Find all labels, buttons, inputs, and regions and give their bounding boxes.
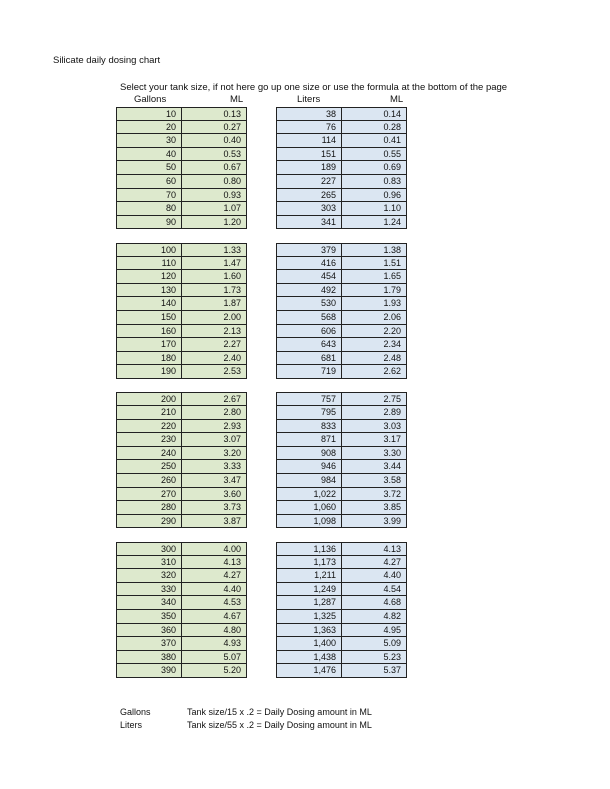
liters-size-cell: 227 xyxy=(277,175,342,188)
table-row xyxy=(276,216,407,230)
table-row xyxy=(116,420,247,434)
gallons-ml-cell: 3.07 xyxy=(223,434,241,445)
gallons-ml-cell: 3.73 xyxy=(223,502,241,513)
liters-size-cell: 416 xyxy=(277,257,342,270)
gallons-size-cell: 70 xyxy=(117,189,182,202)
table-row xyxy=(116,610,247,624)
table-row xyxy=(116,189,247,203)
liters-size-cell: 454 xyxy=(277,270,342,283)
liters-ml-cell: 4.13 xyxy=(383,544,401,554)
gallons-ml-cell: 2.27 xyxy=(223,339,241,350)
header-gallons: Gallons xyxy=(134,94,167,105)
table-row xyxy=(276,569,407,583)
table-row xyxy=(276,243,407,257)
liters-ml-cell: 3.72 xyxy=(383,488,401,499)
table-row xyxy=(276,392,407,406)
liters-ml-cell: 0.14 xyxy=(383,109,401,119)
table-row xyxy=(276,365,407,379)
gallons-ml-cell: 0.80 xyxy=(223,175,241,186)
liters-size-cell: 303 xyxy=(277,202,342,215)
gallons-ml-cell: 3.47 xyxy=(223,475,241,486)
gallons-size-cell: 390 xyxy=(117,664,182,677)
table-row xyxy=(116,175,247,189)
table-row xyxy=(116,148,247,162)
gallons-ml-cell: 3.20 xyxy=(223,447,241,458)
liters-size-cell: 38 xyxy=(277,108,342,120)
table-row xyxy=(276,610,407,624)
table-row xyxy=(116,474,247,488)
table-row xyxy=(276,311,407,325)
table-row xyxy=(276,121,407,135)
table-row xyxy=(116,257,247,271)
gallons-size-cell: 340 xyxy=(117,596,182,609)
liters-ml-cell: 5.23 xyxy=(383,651,401,662)
gallons-ml-cell: 0.13 xyxy=(223,109,241,119)
liters-size-cell: 1,136 xyxy=(277,543,342,555)
liters-ml-cell: 0.55 xyxy=(383,148,401,159)
liters-size-cell: 1,287 xyxy=(277,596,342,609)
table-row xyxy=(276,406,407,420)
liters-size-cell: 1,098 xyxy=(277,515,342,528)
gallons-ml-cell: 4.80 xyxy=(223,624,241,635)
table-row xyxy=(276,624,407,638)
table-row xyxy=(116,107,247,121)
gallons-size-cell: 270 xyxy=(117,488,182,501)
formula-gallons: Tank size/15 x .2 = Daily Dosing amount in ML xyxy=(187,707,372,717)
liters-ml-cell: 0.96 xyxy=(383,189,401,200)
liters-ml-cell: 3.30 xyxy=(383,447,401,458)
gallons-ml-cell: 2.53 xyxy=(223,366,241,377)
gallons-ml-cell: 1.47 xyxy=(223,257,241,268)
liters-ml-cell: 3.85 xyxy=(383,502,401,513)
gallons-ml-cell: 2.93 xyxy=(223,420,241,431)
liters-table xyxy=(276,107,407,678)
liters-ml-cell: 3.03 xyxy=(383,420,401,431)
table-row xyxy=(116,488,247,502)
gallons-group xyxy=(116,542,247,678)
gallons-ml-cell: 3.33 xyxy=(223,461,241,472)
table-row xyxy=(116,583,247,597)
gallons-size-cell: 280 xyxy=(117,501,182,514)
liters-group xyxy=(276,392,407,528)
gallons-group xyxy=(116,107,247,229)
liters-ml-cell: 3.44 xyxy=(383,461,401,472)
liters-ml-cell: 2.48 xyxy=(383,352,401,363)
gallons-size-cell: 220 xyxy=(117,420,182,433)
liters-size-cell: 341 xyxy=(277,216,342,229)
table-row xyxy=(276,596,407,610)
table-row xyxy=(116,325,247,339)
gallons-size-cell: 250 xyxy=(117,460,182,473)
liters-size-cell: 530 xyxy=(277,297,342,310)
table-row xyxy=(116,406,247,420)
gallons-ml-cell: 5.07 xyxy=(223,651,241,662)
gallons-ml-cell: 4.53 xyxy=(223,597,241,608)
gallons-ml-cell: 2.40 xyxy=(223,352,241,363)
liters-size-cell: 1,438 xyxy=(277,651,342,664)
gallons-ml-cell: 2.13 xyxy=(223,325,241,336)
gallons-size-cell: 300 xyxy=(117,543,182,555)
liters-ml-cell: 2.06 xyxy=(383,311,401,322)
table-row xyxy=(276,637,407,651)
liters-ml-cell: 1.51 xyxy=(383,257,401,268)
gallons-ml-cell: 4.27 xyxy=(223,570,241,581)
gallons-size-cell: 260 xyxy=(117,474,182,487)
table-row xyxy=(116,515,247,529)
liters-ml-cell: 1.79 xyxy=(383,284,401,295)
liters-size-cell: 265 xyxy=(277,189,342,202)
table-row xyxy=(276,474,407,488)
table-row xyxy=(116,216,247,230)
table-row xyxy=(116,664,247,678)
liters-group xyxy=(276,243,407,379)
table-row xyxy=(116,284,247,298)
gallons-group xyxy=(116,243,247,379)
gallons-ml-cell: 1.87 xyxy=(223,298,241,309)
liters-ml-cell: 1.93 xyxy=(383,298,401,309)
liters-ml-cell: 2.62 xyxy=(383,366,401,377)
table-row xyxy=(116,134,247,148)
table-row xyxy=(276,447,407,461)
liters-ml-cell: 4.95 xyxy=(383,624,401,635)
gallons-size-cell: 140 xyxy=(117,297,182,310)
gallons-size-cell: 160 xyxy=(117,325,182,338)
header-liters: Liters xyxy=(297,94,321,105)
table-row xyxy=(116,352,247,366)
gallons-size-cell: 90 xyxy=(117,216,182,229)
gallons-ml-cell: 1.07 xyxy=(223,203,241,214)
gallons-size-cell: 230 xyxy=(117,433,182,446)
table-row xyxy=(116,637,247,651)
gallons-size-cell: 130 xyxy=(117,284,182,297)
liters-size-cell: 908 xyxy=(277,447,342,460)
gallons-ml-cell: 0.93 xyxy=(223,189,241,200)
table-row xyxy=(116,651,247,665)
table-row xyxy=(276,148,407,162)
liters-ml-cell: 4.54 xyxy=(383,583,401,594)
gallons-size-cell: 100 xyxy=(117,244,182,256)
liters-size-cell: 1,400 xyxy=(277,637,342,650)
liters-ml-cell: 5.37 xyxy=(383,665,401,676)
liters-ml-cell: 3.58 xyxy=(383,475,401,486)
liters-size-cell: 946 xyxy=(277,460,342,473)
gallons-size-cell: 40 xyxy=(117,148,182,161)
gallons-size-cell: 350 xyxy=(117,610,182,623)
liters-size-cell: 606 xyxy=(277,325,342,338)
liters-ml-cell: 4.82 xyxy=(383,610,401,621)
gallons-size-cell: 20 xyxy=(117,121,182,134)
liters-size-cell: 795 xyxy=(277,406,342,419)
liters-size-cell: 1,476 xyxy=(277,664,342,677)
liters-group xyxy=(276,107,407,229)
table-row xyxy=(276,161,407,175)
liters-ml-cell: 4.40 xyxy=(383,570,401,581)
table-row xyxy=(116,556,247,570)
gallons-size-cell: 310 xyxy=(117,556,182,569)
table-row xyxy=(276,542,407,556)
liters-size-cell: 492 xyxy=(277,284,342,297)
gallons-size-cell: 370 xyxy=(117,637,182,650)
table-row xyxy=(116,596,247,610)
table-row xyxy=(116,338,247,352)
gallons-size-cell: 330 xyxy=(117,583,182,596)
table-row xyxy=(276,338,407,352)
gallons-size-cell: 60 xyxy=(117,175,182,188)
liters-size-cell: 1,060 xyxy=(277,501,342,514)
table-row xyxy=(276,352,407,366)
liters-ml-cell: 2.20 xyxy=(383,325,401,336)
formula-gallons-label: Gallons xyxy=(120,707,151,717)
liters-size-cell: 643 xyxy=(277,338,342,351)
gallons-ml-cell: 2.00 xyxy=(223,311,241,322)
gallons-size-cell: 190 xyxy=(117,365,182,378)
liters-ml-cell: 3.99 xyxy=(383,515,401,526)
liters-ml-cell: 4.27 xyxy=(383,556,401,567)
gallons-size-cell: 240 xyxy=(117,447,182,460)
table-row xyxy=(276,107,407,121)
table-row xyxy=(116,243,247,257)
liters-ml-cell: 1.24 xyxy=(383,216,401,227)
table-row xyxy=(276,515,407,529)
liters-size-cell: 871 xyxy=(277,433,342,446)
table-row xyxy=(276,460,407,474)
gallons-ml-cell: 0.40 xyxy=(223,135,241,146)
gallons-ml-cell: 2.67 xyxy=(223,394,241,405)
table-row xyxy=(276,270,407,284)
liters-ml-cell: 0.41 xyxy=(383,135,401,146)
table-row xyxy=(276,134,407,148)
liters-size-cell: 681 xyxy=(277,352,342,365)
gallons-size-cell: 150 xyxy=(117,311,182,324)
gallons-table xyxy=(116,107,247,678)
gallons-size-cell: 290 xyxy=(117,515,182,528)
page-title: Silicate daily dosing chart xyxy=(53,55,161,66)
table-row xyxy=(276,297,407,311)
gallons-ml-cell: 4.00 xyxy=(223,544,241,554)
table-row xyxy=(276,433,407,447)
table-row xyxy=(116,365,247,379)
table-row xyxy=(276,189,407,203)
liters-size-cell: 984 xyxy=(277,474,342,487)
gallons-size-cell: 210 xyxy=(117,406,182,419)
liters-ml-cell: 2.34 xyxy=(383,339,401,350)
gallons-size-cell: 80 xyxy=(117,202,182,215)
liters-ml-cell: 4.68 xyxy=(383,597,401,608)
liters-ml-cell: 0.28 xyxy=(383,121,401,132)
table-row xyxy=(116,202,247,216)
liters-size-cell: 189 xyxy=(277,161,342,174)
table-row xyxy=(116,460,247,474)
liters-size-cell: 379 xyxy=(277,244,342,256)
gallons-ml-cell: 0.27 xyxy=(223,121,241,132)
table-row xyxy=(116,161,247,175)
table-row xyxy=(116,297,247,311)
table-row xyxy=(276,664,407,678)
gallons-size-cell: 360 xyxy=(117,624,182,637)
formula-liters-label: Liters xyxy=(120,720,143,730)
table-row xyxy=(276,556,407,570)
gallons-ml-cell: 1.73 xyxy=(223,284,241,295)
gallons-size-cell: 50 xyxy=(117,161,182,174)
header-ml-liters: ML xyxy=(390,94,404,105)
table-row xyxy=(276,420,407,434)
gallons-ml-cell: 0.67 xyxy=(223,162,241,173)
table-row xyxy=(276,257,407,271)
liters-size-cell: 833 xyxy=(277,420,342,433)
liters-ml-cell: 5.09 xyxy=(383,638,401,649)
liters-size-cell: 1,173 xyxy=(277,556,342,569)
table-row xyxy=(116,501,247,515)
liters-group xyxy=(276,542,407,678)
gallons-size-cell: 10 xyxy=(117,108,182,120)
table-row xyxy=(116,624,247,638)
liters-size-cell: 1,249 xyxy=(277,583,342,596)
table-row xyxy=(276,202,407,216)
table-row xyxy=(276,501,407,515)
table-row xyxy=(276,284,407,298)
gallons-size-cell: 380 xyxy=(117,651,182,664)
gallons-ml-cell: 4.13 xyxy=(223,556,241,567)
gallons-ml-cell: 1.33 xyxy=(223,244,241,255)
liters-size-cell: 757 xyxy=(277,393,342,405)
gallons-ml-cell: 4.40 xyxy=(223,583,241,594)
table-row xyxy=(276,651,407,665)
gallons-ml-cell: 1.60 xyxy=(223,271,241,282)
instruction-text: Select your tank size, if not here go up one size or use the formula at the bottom of the page xyxy=(120,82,508,93)
table-row xyxy=(116,311,247,325)
liters-size-cell: 1,363 xyxy=(277,624,342,637)
table-row xyxy=(276,583,407,597)
liters-ml-cell: 1.38 xyxy=(383,244,401,255)
liters-size-cell: 1,022 xyxy=(277,488,342,501)
gallons-ml-cell: 3.60 xyxy=(223,488,241,499)
gallons-size-cell: 30 xyxy=(117,134,182,147)
gallons-size-cell: 200 xyxy=(117,393,182,405)
gallons-size-cell: 180 xyxy=(117,352,182,365)
gallons-ml-cell: 1.20 xyxy=(223,216,241,227)
gallons-size-cell: 320 xyxy=(117,569,182,582)
formula-liters: Tank size/55 x .2 = Daily Dosing amount in ML xyxy=(187,720,372,730)
gallons-ml-cell: 4.67 xyxy=(223,610,241,621)
liters-ml-cell: 1.10 xyxy=(383,203,401,214)
liters-size-cell: 719 xyxy=(277,365,342,378)
table-row xyxy=(116,270,247,284)
table-row xyxy=(116,121,247,135)
table-row xyxy=(116,447,247,461)
liters-ml-cell: 2.89 xyxy=(383,407,401,418)
gallons-size-cell: 110 xyxy=(117,257,182,270)
table-row xyxy=(116,392,247,406)
table-row xyxy=(116,433,247,447)
gallons-ml-cell: 0.53 xyxy=(223,148,241,159)
gallons-ml-cell: 3.87 xyxy=(223,515,241,526)
table-row xyxy=(116,569,247,583)
table-row xyxy=(276,175,407,189)
header-ml-gallons: ML xyxy=(230,94,244,105)
liters-size-cell: 1,211 xyxy=(277,569,342,582)
gallons-ml-cell: 2.80 xyxy=(223,407,241,418)
table-row xyxy=(276,325,407,339)
table-row xyxy=(276,488,407,502)
table-row xyxy=(116,542,247,556)
gallons-size-cell: 170 xyxy=(117,338,182,351)
liters-ml-cell: 0.83 xyxy=(383,175,401,186)
gallons-size-cell: 120 xyxy=(117,270,182,283)
liters-ml-cell: 3.17 xyxy=(383,434,401,445)
liters-size-cell: 76 xyxy=(277,121,342,134)
liters-size-cell: 151 xyxy=(277,148,342,161)
liters-ml-cell: 2.75 xyxy=(383,394,401,405)
liters-ml-cell: 0.69 xyxy=(383,162,401,173)
liters-size-cell: 1,325 xyxy=(277,610,342,623)
liters-size-cell: 568 xyxy=(277,311,342,324)
liters-size-cell: 114 xyxy=(277,134,342,147)
gallons-ml-cell: 4.93 xyxy=(223,638,241,649)
gallons-ml-cell: 5.20 xyxy=(223,665,241,676)
liters-ml-cell: 1.65 xyxy=(383,271,401,282)
gallons-group xyxy=(116,392,247,528)
